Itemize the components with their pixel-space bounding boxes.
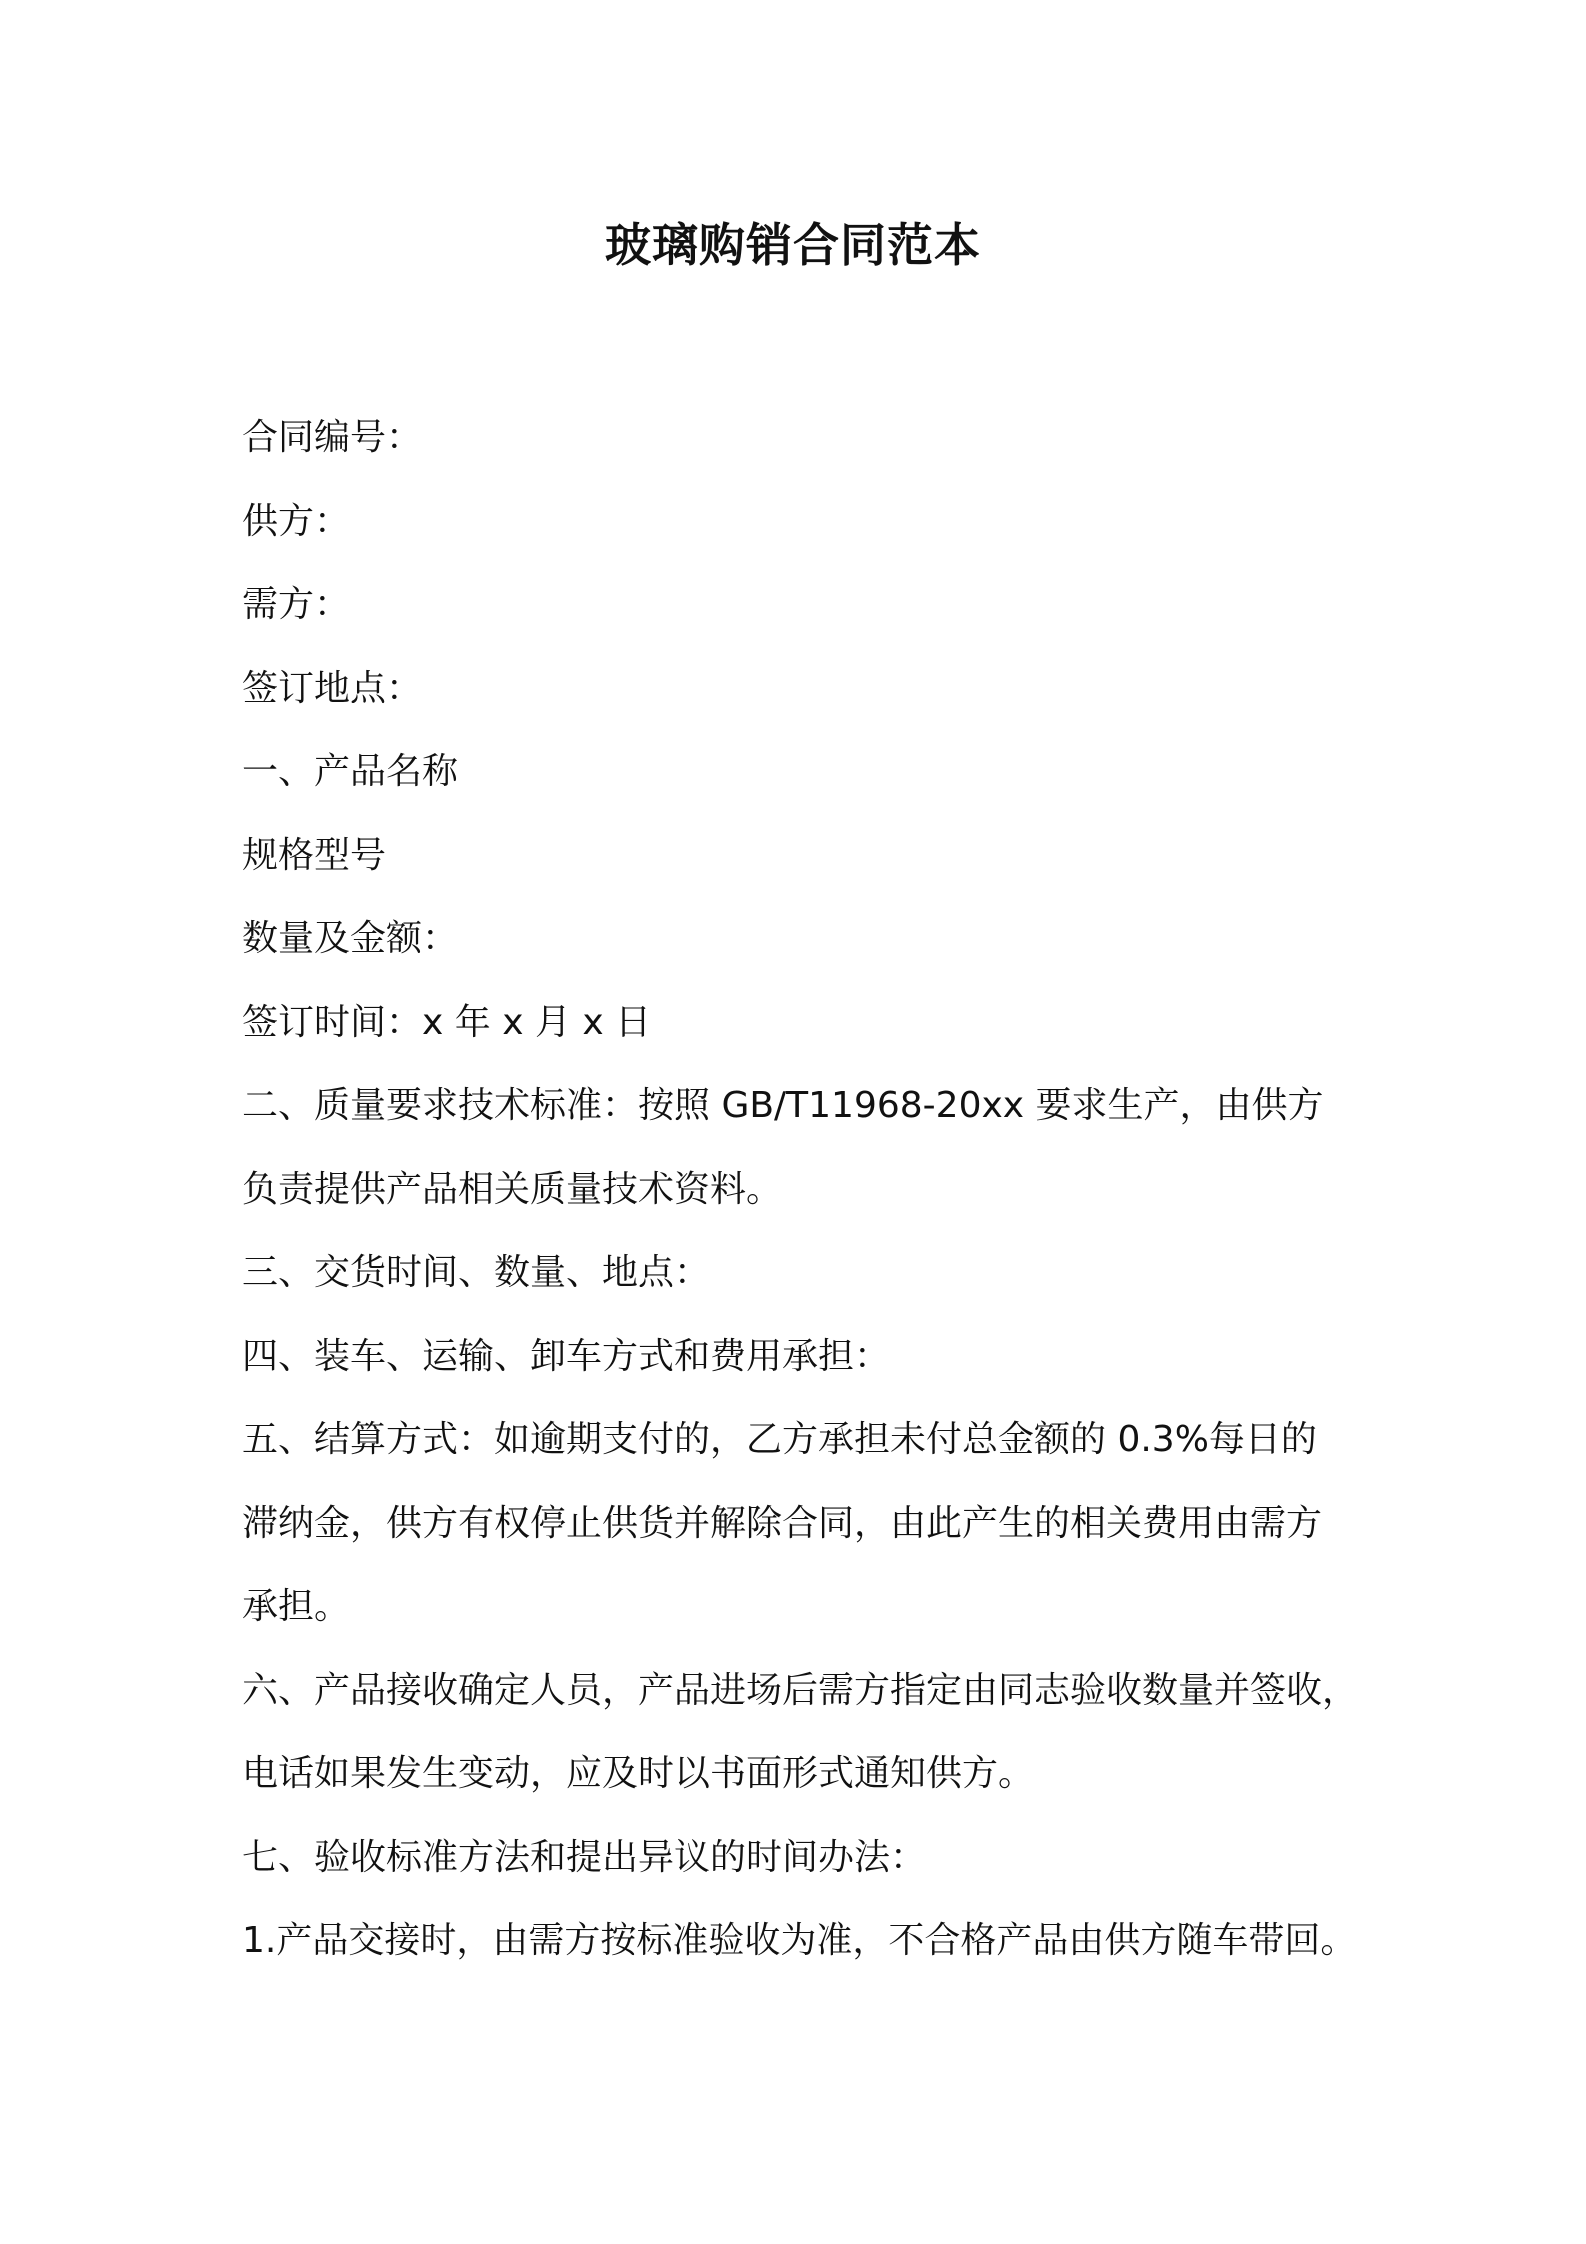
section-5-settlement-line-1: 五、结算方式：如逾期支付的，乙方承担未付总金额的 0.3%每日的 — [242, 1419, 1317, 1460]
section-4-transport: 四、装车、运输、卸车方式和费用承担： — [242, 1335, 891, 1377]
section-7-item-1: 1.产品交接时，由需方按标准验收为准，不合格产品由供方随车带回。 — [242, 1920, 1357, 1961]
quantity-amount-field: 数量及金额： — [242, 918, 459, 959]
document-body — [242, 396, 1362, 1983]
document-title: 玻璃购销合同范本 — [605, 218, 981, 272]
supplier-field: 供方： — [242, 500, 351, 542]
section-1-product-name: 一、产品名称 — [242, 751, 459, 792]
signing-time-field: 签订时间：x 年 x 月 x 日 — [242, 1001, 652, 1043]
section-3-delivery: 三、交货时间、数量、地点： — [242, 1252, 711, 1293]
section-5-settlement-line-3: 承担。 — [242, 1586, 351, 1627]
contract-number-field: 合同编号： — [242, 417, 423, 458]
buyer-field: 需方： — [242, 584, 351, 625]
section-5-settlement-line-2: 滞纳金，供方有权停止供货并解除合同，由此产生的相关费用由需方 — [242, 1502, 1323, 1544]
signing-place-field: 签订地点： — [242, 667, 423, 709]
section-6-receipt-line-2: 电话如果发生变动，应及时以书面形式通知供方。 — [242, 1753, 1035, 1794]
section-2-quality-line-1: 二、质量要求技术标准：按照 GB/T11968-20xx 要求生产，由供方 — [242, 1085, 1324, 1126]
section-2-quality-line-2: 负责提供产品相关质量技术资料。 — [242, 1168, 783, 1210]
section-7-acceptance: 七、验收标准方法和提出异议的时间办法： — [242, 1836, 927, 1878]
section-6-receipt-line-1: 六、产品接收确定人员，产品进场后需方指定由同志验收数量并签收， — [242, 1669, 1359, 1711]
spec-model-field: 规格型号 — [242, 834, 387, 876]
